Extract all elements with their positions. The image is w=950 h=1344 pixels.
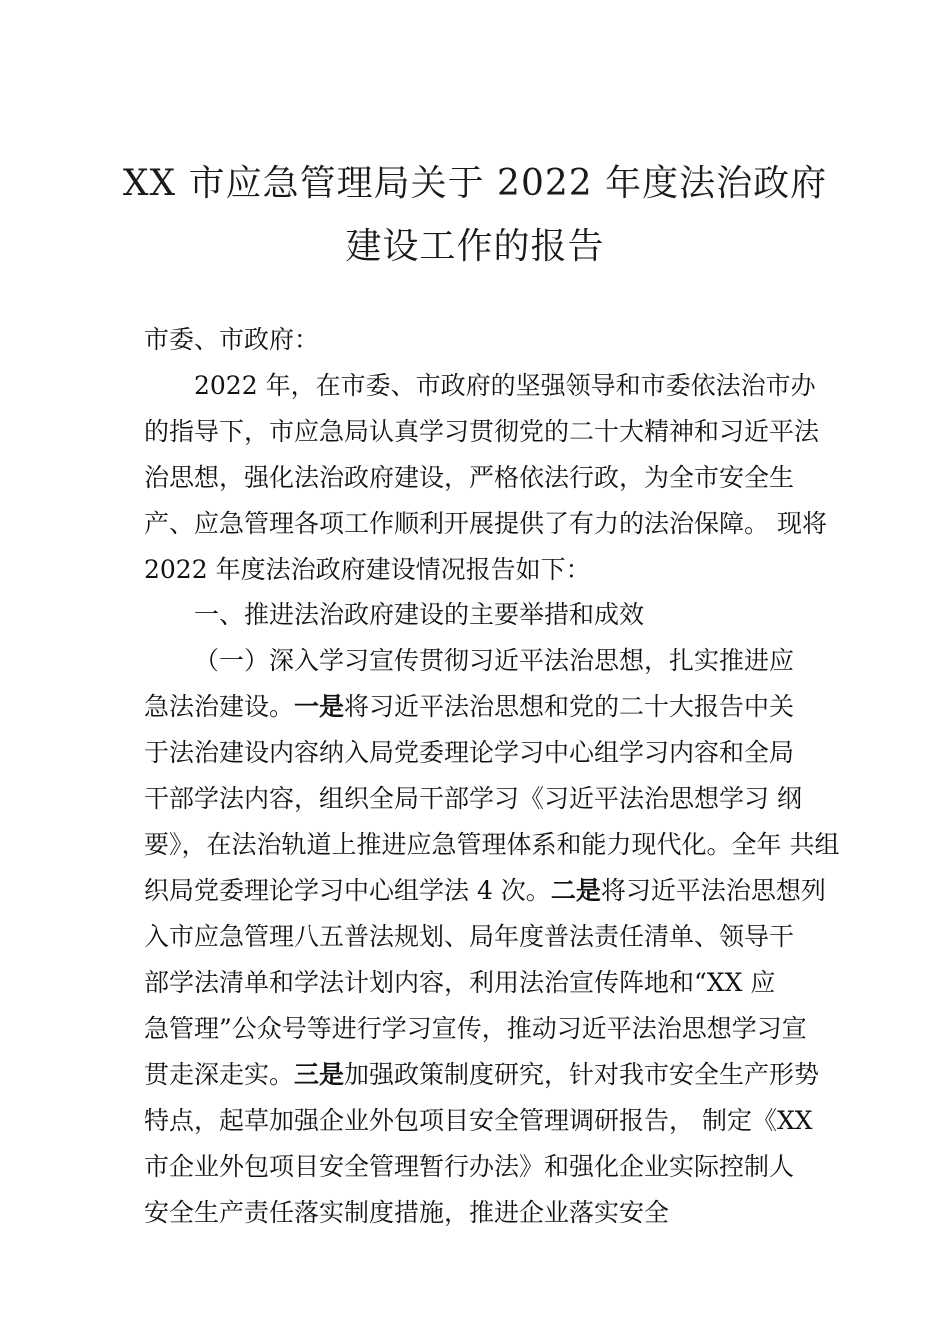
line-text: 急法治建设。 bbox=[144, 692, 295, 721]
section-heading: 一、推进法治政府建设的主要举措和成效 bbox=[194, 600, 645, 629]
paragraph-line: 干部学法内容，组织全局干部学习《习近平法治思想学习 纲 bbox=[144, 784, 802, 813]
subsection-heading: （一）深入学习宣传贯彻习近平法治思想，扎实推进应 bbox=[194, 646, 795, 675]
paragraph-line: 急管理”公众号等进行学习宣传，推动习近平法治思想学习宣 bbox=[144, 1014, 807, 1043]
document-title-line-1: XX 市应急管理局关于 2022 年度法治政府 bbox=[122, 163, 828, 204]
line-text: 加强政策制度研究，针对我市安全生产形势 bbox=[344, 1060, 820, 1089]
line-text: 将习近平法治思想列 bbox=[600, 876, 826, 905]
paragraph-line bbox=[144, 1057, 844, 1093]
paragraph-line: 2022 年，在市委、市政府的坚强领导和市委依法治市办 bbox=[194, 371, 816, 400]
emphasis-text: 三是 bbox=[294, 1060, 345, 1089]
paragraph-line: 部学法清单和学法计划内容，利用法治宣传阵地和“XX 应 bbox=[144, 968, 776, 997]
paragraph-line: 的指导下，市应急局认真学习贯彻党的二十大精神和习近平法 bbox=[144, 417, 820, 446]
paragraph-line: 要》，在法治轨道上推进应急管理体系和能力现代化。全年 共组 bbox=[144, 830, 840, 859]
line-text: 贯走深走实。 bbox=[144, 1060, 295, 1089]
paragraph-line: 安全生产责任落实制度措施，推进企业落实安全 bbox=[144, 1198, 670, 1227]
paragraph-line: 于法治建设内容纳入局党委理论学习中心组学习内容和全局 bbox=[144, 738, 795, 767]
paragraph-line: 治思想，强化法治政府建设，严格依法行政，为全市安全生 bbox=[144, 463, 795, 492]
line-text: 将习近平法治思想和党的二十大报告中关 bbox=[344, 692, 795, 721]
paragraph-line: 特点，起草加强企业外包项目安全管理调研报告， 制定《XX bbox=[144, 1106, 813, 1135]
paragraph-line bbox=[144, 689, 844, 725]
paragraph-line: 2022 年度法治政府建设情况报告如下： bbox=[144, 555, 591, 584]
salutation: 市委、市政府： bbox=[144, 325, 320, 354]
paragraph-line: 产、应急管理各项工作顺利开展提供了有力的法治保障。 现将 bbox=[144, 509, 827, 538]
line-text: 织局党委理论学习中心组学法 4 次。 bbox=[144, 876, 551, 905]
emphasis-text: 二是 bbox=[550, 876, 601, 905]
emphasis-text: 一是 bbox=[294, 692, 345, 721]
document-title-line-2: 建设工作的报告 bbox=[345, 226, 605, 267]
paragraph-line bbox=[144, 873, 844, 909]
paragraph-line: 市企业外包项目安全管理暂行办法》和强化企业实际控制人 bbox=[144, 1152, 795, 1181]
paragraph-line: 入市应急管理八五普法规划、局年度普法责任清单、领导干 bbox=[144, 922, 795, 951]
